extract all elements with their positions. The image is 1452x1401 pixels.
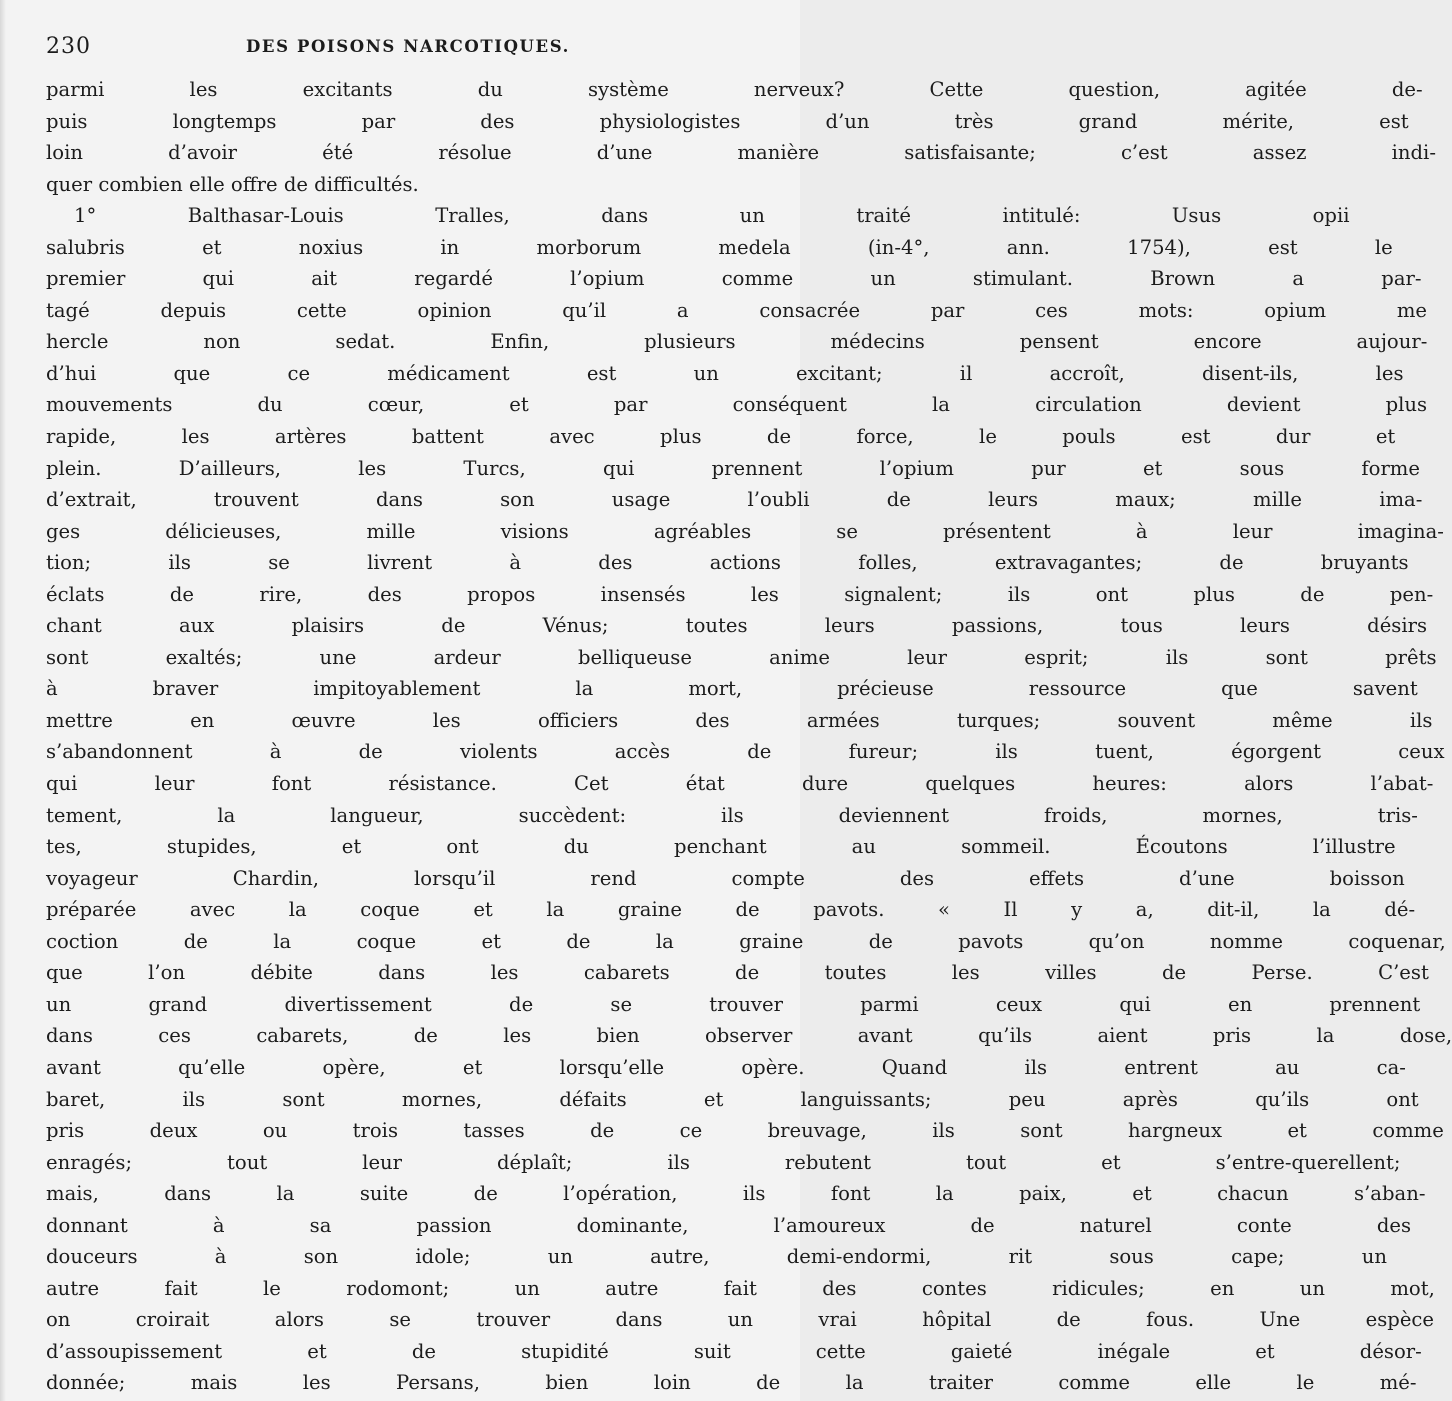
text-line: pris deux ou trois tasses de ce breuvage, ils sont hargneux et comme [46, 1119, 1444, 1143]
text-line: d’hui que ce médicament est un excitant; il accroît, disent-ils, les [46, 361, 1404, 385]
text-line: quer combien elle offre de difficultés. [46, 172, 419, 196]
text-line: éclats de rire, des propos insensés les signalent; ils ont plus de pen- [46, 582, 1434, 606]
text-line: tion; ils se livrent à des actions folles, extravagantes; de bruyants [46, 551, 1409, 575]
text-line: tes, stupides, et ont du penchant au sommeil. Écoutons l’illustre [46, 835, 1396, 859]
text-line: sont exaltés; une ardeur belliqueuse anime leur esprit; ils sont prêts [46, 645, 1437, 669]
text-line: donnant à sa passion dominante, l’amoureux de naturel conte des [46, 1213, 1412, 1237]
text-line: qui leur font résistance. Cet état dure quelques heures: alors l’abat- [46, 772, 1434, 796]
text-line: hercle non sedat. Enfin, plusieurs médecins pensent encore aujour- [46, 330, 1428, 354]
text-line: enragés; tout leur déplaît; ils rebutent tout et s’entre-querellent; [46, 1150, 1401, 1174]
text-line: mettre en œuvre les officiers des armées turques; souvent même ils [46, 708, 1433, 732]
running-title: DES POISONS NARCOTIQUES. [246, 37, 570, 56]
text-line: tagé depuis cette opinion qu’il a consacrée par ces mots: opium me [46, 298, 1428, 322]
running-head [46, 34, 748, 64]
page-number: 230 [46, 34, 91, 59]
text-line: à braver impitoyablement la mort, précieuse ressource que savent [46, 677, 1418, 701]
text-line: puis longtemps par des physiologistes d’un très grand mérite, est [46, 109, 1409, 133]
text-line: 1° Balthasar-Louis Tralles, dans un traité intitulé: Usus opii [74, 204, 1350, 228]
text-line: plein. D’ailleurs, les Turcs, qui prennent l’opium pur et sous forme [46, 456, 1420, 480]
text-line: avant qu’elle opère, et lorsqu’elle opère. Quand ils entrent au ca- [46, 1055, 1406, 1079]
text-line: d’extrait, trouvent dans son usage l’oubli de leurs maux; mille ima- [46, 488, 1423, 512]
text-line: un grand divertissement de se trouver parmi ceux qui en prennent [46, 992, 1421, 1016]
text-line: chant aux plaisirs de Vénus; toutes leurs passions, tous leurs désirs [46, 614, 1428, 638]
text-line: dans ces cabarets, de les bien observer avant qu’ils aient pris la dose, [46, 1024, 1452, 1048]
body-text [46, 74, 1452, 1399]
text-line: premier qui ait regardé l’opium comme un stimulant. Brown a par- [46, 267, 1422, 291]
text-line: voyageur Chardin, lorsqu’il rend compte des effets d’une boisson [46, 866, 1405, 890]
text-line: que l’on débite dans les cabarets de toutes les villes de Perse. C’est [46, 961, 1429, 985]
text-line: on croirait alors se trouver dans un vrai hôpital de fous. Une espèce [46, 1308, 1434, 1332]
text-line: douceurs à son idole; un autre, demi-endormi, rit sous cape; un [46, 1245, 1387, 1269]
text-line: salubris et noxius in morborum medela (in-4°, ann. 1754), est le [46, 235, 1393, 259]
text-line: baret, ils sont mornes, défaits et languissants; peu après qu’ils ont [46, 1087, 1419, 1111]
text-line: coction de la coque et de la graine de pavots qu’on nomme coquenar, [46, 929, 1446, 953]
text-line: autre fait le rodomont; un autre fait des contes ridicules; en un mot, [46, 1276, 1435, 1300]
text-line: mouvements du cœur, et par conséquent la circulation devient plus [46, 393, 1428, 417]
text-line: tement, la langueur, succèdent: ils deviennent froids, mornes, tris- [46, 803, 1418, 827]
text-line: s’abandonnent à de violents accès de fureur; ils tuent, égorgent ceux [46, 740, 1445, 764]
text-line: d’assoupissement et de stupidité suit cette gaieté inégale et désor- [46, 1339, 1422, 1363]
text-line: rapide, les artères battent avec plus de force, le pouls est dur et [46, 425, 1396, 449]
text-line: loin d’avoir été résolue d’une manière satisfaisante; c’est assez indi- [46, 141, 1436, 165]
text-line: parmi les excitants du système nerveux? Cette question, agitée de- [46, 78, 1423, 101]
text-line: préparée avec la coque et la graine de pavots. « Il y a, dit-il, la dé- [46, 898, 1416, 922]
text-line: ges délicieuses, mille visions agréables se présentent à leur imagina- [46, 519, 1444, 543]
text-line: mais, dans la suite de l’opération, ils font la paix, et chacun s’aban- [46, 1182, 1426, 1206]
text-line: donnée; mais les Persans, bien loin de la traiter comme elle le mé- [46, 1371, 1417, 1395]
